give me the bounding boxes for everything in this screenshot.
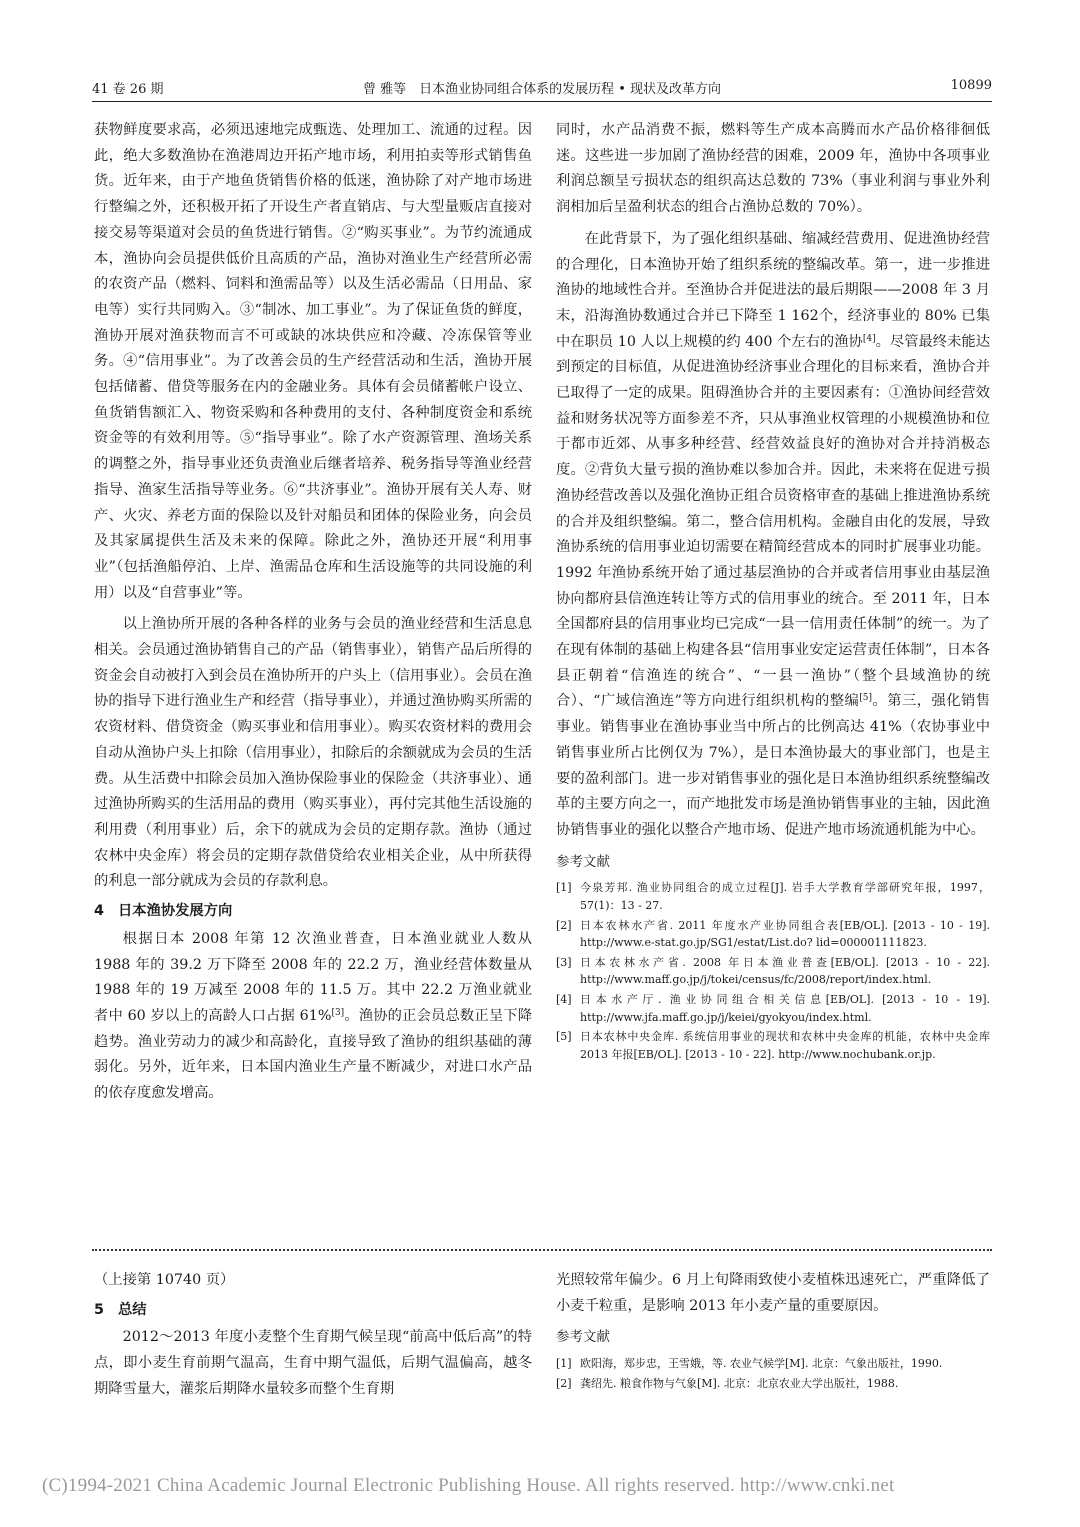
section-number: 4 [94,903,104,920]
section-number: 5 [94,1301,104,1318]
header-rule [92,101,992,102]
journal-volume-issue: 41 卷 26 期 [92,82,164,97]
reference-item: [1] 欧阳海，郑步忠，王雪娥，等. 农业气候学[M]. 北京：气象出版社，1990. [556,1357,943,1371]
section-heading [94,1298,532,1324]
running-title: 曾 雅等 日本渔业协同组合体系的发展历程 • 现状及改革方向 [362,82,722,97]
citation: [5] [859,693,873,704]
copyright-footer: (C)1994-2021 China Academic Journal Electronic Publishing House. All rights reserved. http://www.cnki.net [42,1475,895,1496]
reference-item: [5] 日本农林中央金库. 系统信用事业的现状和农林中央金库的机能，农林中央金库 2013 年报[EB/OL]. [2013 - 10 - 22]. http://www.nochubank.or.jp. [556,1030,990,1061]
reference-list [556,1355,990,1392]
reference-item: [1] 今泉芳邦. 渔业协同组合的成立过程[J]. 岩手大学教育学部研究年报，1997，57(1)：13 - 27. [556,881,990,912]
reference-item: [2] 龚绍先. 粮食作物与气象[M]. 北京：北京农业大学出版社，1988. [556,1376,899,1390]
citation: [3] [331,1007,345,1018]
body-paragraph: 在此背景下，为了强化组织基础、缩减经营费用、促进渔协经营的合理化，日本渔协开始了组织系统的整编改革。第一，进一步推进渔协的地域性合并。至渔协合并促进法的最后期限——2008 年 3 月末，沿海渔协数通过合并已下降至 1 162个，经济事业的 80% 已集中在职员 10 人以上规模的约 400 个左右的渔协[4]。尽管最终未能达到预定的目标值，从促进渔协经济事业合理化的目标来看，渔协合并已取得了一定的成果。阻碍渔协合并的主要因素有：①渔协间经营效益和财务状况等方面参差不齐，只从事渔业权管理的小规模渔协和位于都市近郊、从事多种经营、经营效益良好的渔协对合并持消极态度。②背负大量亏损的渔协难以参加合并。因此，未来将在促进亏损渔协经营改善以及强化渔协正组合员资格审查的基础上推进渔协系统的合并及组织整编。第二，整合信用机构。金融自由化的发展，导致渔协系统的信用事业迫切需要在精简经营成本的同时扩展事业功能。1992 年渔协系统开始了通过基层渔协的合并或者信用事业由基层渔协向都府县信渔连转让等方式的信用事业的统合。至 2011 年，日本全国都府县的信用事业均已完成“一县一信用责任体制”的统一。为了在现有体制的基础上构建各县“信用事业安定运营责任体制”，日本各县正朝着“信渔连的统合”、“一县一渔协”（整个县域渔协的统合）、“广域信渔连”等方向进行组织机构的整编[5]。第三，强化销售事业。销售事业在渔协事业当中所占的比例高达 41%（农协事业中销售事业所占比例仅为 7%），是日本渔协最大的事业部门，也是主要的盈利部门。进一步对销售事业的强化是日本渔协组织系统整编改革的主要方向之一，而产地批发市场是渔协销售事业的主轴，因此渔协销售事业的强化以整合产地市场、促进产地市场流通机能为中心。 [556,230,990,838]
section-title: 日本渔协发展方向 [117,903,233,920]
lower-right-column [556,1268,990,1394]
body-paragraph: 获物鲜度要求高，必须迅速地完成甄选、处理加工、流通的过程。因此，绝大多数渔协在渔港周边开拓产地市场，利用拍卖等形式销售鱼货。近年来，由于产地鱼货销售价格的低迷，渔协除了对产地市场进行整编之外，还积极开拓了开设生产者直销店、与大型量贩店直接对接交易等渠道对会员的鱼货进行销售。②“购买事业”。为节约流通成本，渔协向会员提供低价且高质的产品，渔协对渔业生产经营所必需的农资产品（燃料、饲料和渔需品等）以及生活必需品（日用品、家电等）实行共同购入。③“制冰、加工事业”。为了保证鱼货的鲜度，渔协开展对渔获物而言不可或缺的冰块供应和冷藏、冷冻保管等业务。④“信用事业”。为了改善会员的生产经营活动和生活，渔协开展包括储蓄、借贷等服务在内的金融业务。具体有会员储蓄帐户设立、鱼货销售额汇入、物资采购和各种费用的支付、各种制度资金和系统资金等的有效利用等。⑤“指导事业”。除了水产资源管理、渔场关系的调整之外，指导事业还负责渔业后继者培养、税务指导等渔业经营指导、渔家生活指导等业务。⑥“共济事业”。渔协开展有关人寿、财产、火灾、养老方面的保险以及针对船员和团体的保险业务，向会员及其家属提供生活及未来的保障。除此之外，渔协还开展“利用事业”（包括渔船停泊、上岸、渔需品仓库和生活设施等的共同设施的利用）以及“自营事业”等。 [94,122,532,601]
left-column [94,118,532,1107]
reference-item: [2] 日本农林水产省. 2011 年度水产业协同组合表[EB/OL]. [2013 - 10 - 19]. http://www.e-stat.go.jp/SG1/estat/List.do? lid=000001111823. [556,918,990,950]
running-header [92,78,992,100]
citation: [4] [862,333,876,344]
page-number: 10899 [950,78,992,93]
section-title: 总结 [117,1301,147,1318]
references-heading: 参考文献 [556,1329,610,1346]
body-paragraph: 以上渔协所开展的各种各样的业务与会员的渔业经营和生活息息相关。会员通过渔协销售自己的产品（销售事业），销售产品后所得的资金会自动被打入到会员在渔协所开的户头上（信用事业）。会员在渔协的指导下进行渔业生产和经营（指导事业），并通过渔协购买所需的农资材料、借贷资金（购买事业和信用事业）。购买农资材料的费用会自动从渔协户头上扣除（信用事业），扣除后的余额就成为会员的生活费。从生活费中扣除会员加入渔协保险事业的保险金（共济事业）、通过渔协所购买的生活用品的费用（购买事业），再付完其他生活设施的利用费（利用事业）后，余下的就成为会员的定期存款。渔协（通过农林中央金库）将会员的定期存款借贷给农业相关企业，从中所获得的利息一部分就成为会员的存款利息。 [94,616,532,890]
continued-note: （上接第 10740 页） [94,1272,235,1288]
body-paragraph: 根据日本 2008 年第 12 次渔业普查，日本渔业就业人数从 1988 年的 39.2 万下降至 2008 年的 22.2 万，渔业经营体数量从 1988 年的 19 万减至 2008 年的 11.5 万。其中 22.2 万渔业就业者中 60 岁以上的高龄人口占据 61%[3]。渔协的正会员总数正呈下降趋势。渔业劳动力的减少和高龄化，直接导致了渔协的组织基础的薄弱化。另外，近年来，日本国内渔业生产量不断减少，对进口水产品的依存度愈发增高。 [94,930,533,1102]
reference-item: [4] 日本水产厅. 渔业协同组合相关信息[EB/OL]. [2013 - 10 - 19]. http://www.jfa.maff.go.jp/j/keiei/gyokyou/index.html. [556,992,990,1024]
reference-item: [3] 日本农林水产省. 2008 年日本渔业普查[EB/OL]. [2013 - 10 - 22]. http://www.maff.go.jp/j/tokei/census/fc/2008/report/index.html. [556,955,990,987]
article-divider [92,1249,992,1251]
section-heading [94,899,532,925]
body-paragraph: 光照较常年偏少。6 月上旬降雨致使小麦植株迅速死亡，严重降低了小麦千粒重，是影响 2013 年小麦产量的重要原因。 [556,1272,990,1314]
right-column [556,118,990,1065]
body-paragraph: 2012～2013 年度小麦整个生育期气候呈现“前高中低后高”的特点，即小麦生育前期气温高，生育中期气温低，后期气温偏高，越冬期降雪量大，灌浆后期降水量较多而整个生育期 [94,1329,532,1397]
lower-left-column [94,1268,532,1403]
body-paragraph: 同时，水产品消费不振，燃料等生产成本高腾而水产品价格徘徊低迷。这些进一步加剧了渔协经营的困难，2009 年，渔协中各项事业利润总额呈亏损状态的组织高达总数的 73%（事业利润与事业外利润相加后呈盈利状态的组合占渔协总数的 70%）。 [556,122,990,216]
reference-list [556,879,990,1063]
references-heading: 参考文献 [556,853,610,870]
